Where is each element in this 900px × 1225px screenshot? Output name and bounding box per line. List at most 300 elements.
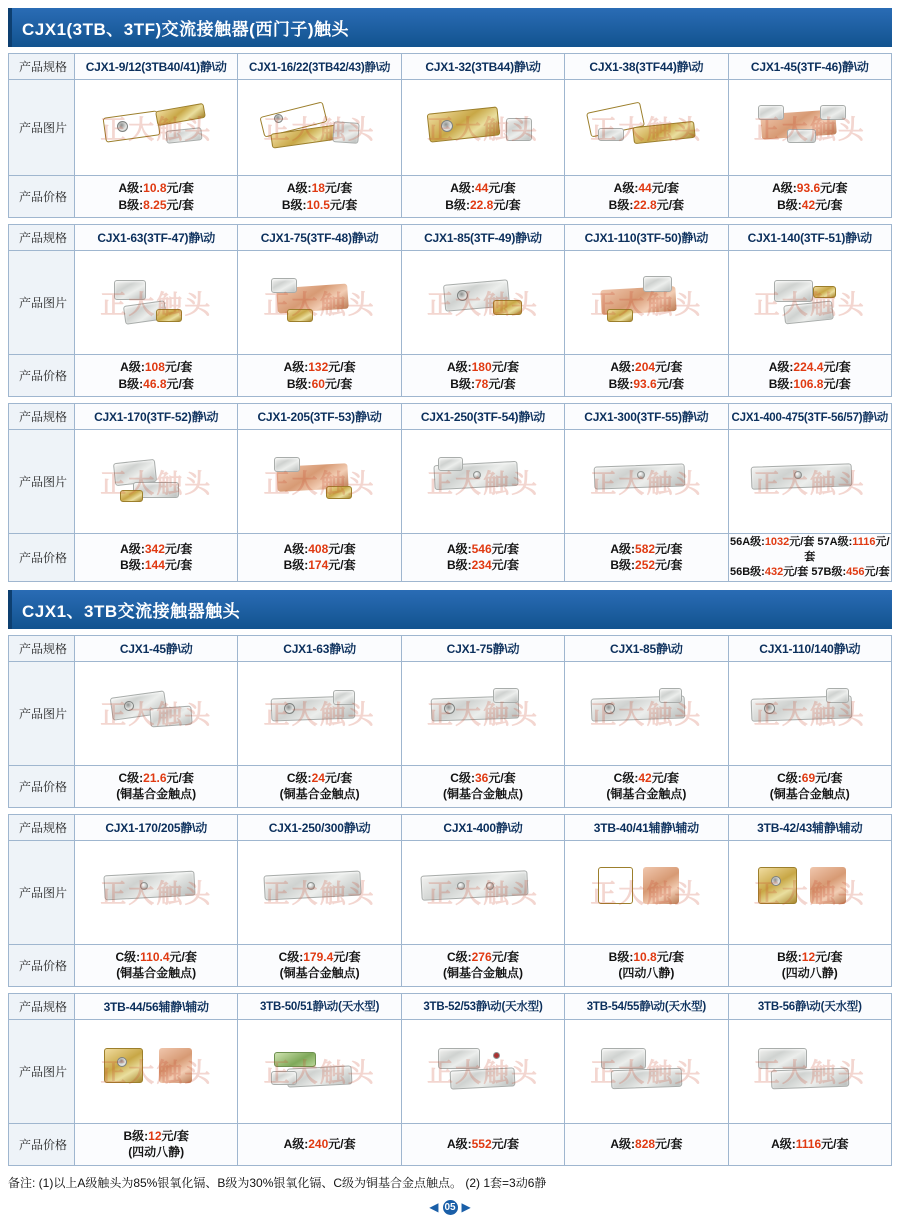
product-image — [75, 1019, 238, 1123]
spec-cell: CJX1-400静\动 — [401, 814, 564, 840]
price-value: 10.5 — [306, 197, 330, 212]
artwork-contact-silver — [565, 1020, 727, 1123]
price-unit: 元/套 — [655, 1136, 683, 1151]
price-cell — [728, 944, 891, 986]
right-marker: ▶ — [461, 1199, 471, 1214]
product-image — [401, 430, 564, 534]
price-cell — [75, 355, 238, 397]
watermark: 正大触头 — [100, 114, 213, 144]
price-value: 179.4 — [303, 949, 334, 964]
artwork-contact-green — [238, 1020, 400, 1123]
price-cell — [75, 534, 238, 582]
spec-cell: CJX1-300(3TF-55)静\动 — [565, 404, 728, 430]
row-label-picture: 产品图片 — [9, 661, 75, 765]
price-grade: B级: — [608, 197, 634, 212]
price-value: 828 — [635, 1136, 656, 1151]
price-note: (铜基合金触点) — [116, 787, 197, 802]
price-unit: 元/套 — [329, 197, 358, 212]
spec-cell: CJX1-75静\动 — [401, 635, 564, 661]
price-value: 432 — [764, 565, 784, 578]
price-grade: 56A级: — [729, 536, 765, 548]
price-note: (铜基合金触点) — [279, 966, 360, 981]
price-grade: 56B级: — [729, 565, 765, 578]
price-unit: 元/套 — [656, 376, 685, 391]
price-cell — [565, 765, 728, 807]
price-unit: 元/套 — [166, 181, 194, 196]
spec-cell: CJX1-400-475(3TF-56/57)静\动 — [728, 404, 891, 430]
price-grade: B级: — [281, 197, 307, 212]
price-cell — [728, 1123, 891, 1165]
price-value: 1116 — [795, 1136, 822, 1151]
watermark: 正大触头 — [590, 468, 703, 498]
spec-cell: CJX1-170/205静\动 — [75, 814, 238, 840]
product-image — [728, 251, 891, 355]
product-image — [238, 80, 401, 176]
price-value: 1032 — [764, 536, 790, 548]
table-row-spec — [9, 54, 892, 80]
price-cell — [401, 355, 564, 397]
price-grade: A级: — [610, 360, 636, 375]
price-unit: 元/套 — [656, 949, 685, 964]
artwork-contact-silver — [565, 430, 727, 533]
watermark: 正大触头 — [263, 699, 376, 730]
price-grade: B级: — [123, 1128, 149, 1143]
spec-cell: CJX1-250(3TF-54)静\动 — [401, 404, 564, 430]
price-cell — [238, 765, 401, 807]
product-image — [238, 430, 401, 534]
price-grade: B级: — [446, 558, 472, 573]
price-cell — [75, 176, 238, 218]
artwork-contact-brass — [75, 1020, 237, 1123]
product-image — [728, 840, 891, 944]
watermark: 正大触头 — [100, 468, 213, 498]
price-grade: B级: — [777, 949, 802, 964]
price-grade: B级: — [286, 376, 312, 391]
price-grade: B级: — [283, 558, 309, 573]
price-unit: 元/套 — [783, 565, 809, 578]
price-value: 552 — [471, 1136, 492, 1151]
artwork-contact-silver — [75, 662, 237, 765]
watermark: 正大触头 — [753, 699, 866, 730]
spec-cell: CJX1-16/22(3TB42/43)静\动 — [238, 54, 401, 80]
price-cell — [565, 355, 728, 397]
price-value: 106.8 — [793, 376, 824, 391]
product-table-1-3 — [8, 403, 892, 582]
price-value: 22.8 — [469, 197, 494, 212]
price-value: 180 — [471, 360, 492, 375]
price-unit: 元/套 — [820, 181, 848, 196]
product-image — [728, 661, 891, 765]
artwork-contact-brass — [402, 80, 564, 175]
price-grade: A级: — [446, 1136, 472, 1151]
spec-cell: CJX1-9/12(3TB40/41)静\动 — [75, 54, 238, 80]
price-unit: 元/套 — [821, 1136, 849, 1151]
price-grade: B级: — [610, 558, 636, 573]
price-grade: C级: — [115, 949, 141, 964]
price-cell — [238, 534, 401, 582]
artwork-contact-copper — [565, 251, 727, 354]
price-grade: B级: — [777, 197, 802, 212]
price-grade: B级: — [445, 197, 470, 212]
price-grade: A级: — [283, 542, 309, 557]
price-grade: B级: — [118, 197, 144, 212]
price-grade: A级: — [610, 542, 636, 557]
price-value: 12 — [801, 949, 816, 964]
table-row-price — [9, 176, 892, 218]
product-image — [565, 661, 728, 765]
price-unit: 元/套 — [164, 558, 193, 573]
price-unit: 元/套 — [864, 565, 890, 578]
price-value: 44 — [474, 181, 489, 196]
price-grade: A级: — [120, 360, 145, 375]
table-row-picture — [9, 80, 892, 176]
price-unit: 元/套 — [164, 542, 193, 557]
price-note: (四动八静) — [128, 1145, 185, 1160]
row-label-picture: 产品图片 — [9, 430, 75, 534]
row-label-price: 产品价格 — [9, 944, 75, 986]
price-grade: A级: — [771, 1136, 796, 1151]
price-cell — [565, 1123, 728, 1165]
artwork-contact-copper — [729, 80, 891, 175]
price-unit: 元/套 — [815, 197, 843, 212]
price-value: 132 — [308, 360, 329, 375]
price-value: 1116 — [852, 536, 876, 548]
watermark: 正大触头 — [590, 1057, 703, 1088]
product-image — [238, 1019, 401, 1123]
price-value: 108 — [144, 360, 165, 375]
price-cell — [238, 355, 401, 397]
product-image — [728, 1019, 891, 1123]
price-unit: 元/套 — [488, 181, 516, 196]
product-image — [728, 80, 891, 176]
price-unit: 元/套 — [493, 197, 521, 212]
price-value: 18 — [311, 181, 325, 196]
price-grade: C级: — [278, 949, 304, 964]
table-row-price — [9, 765, 892, 807]
watermark: 正大触头 — [590, 699, 703, 730]
row-label-spec: 产品规格 — [9, 54, 75, 80]
artwork-contact-silver — [402, 662, 564, 765]
watermark: 正大触头 — [426, 114, 539, 144]
price-value: 8.25 — [143, 197, 167, 212]
price-unit: 元/套 — [815, 770, 843, 785]
price-value: 60 — [311, 376, 325, 391]
watermark: 正大触头 — [100, 878, 213, 909]
watermark: 正大触头 — [100, 289, 213, 319]
row-label-spec: 产品规格 — [9, 635, 75, 661]
price-cell — [238, 1123, 401, 1165]
price-grade: B级: — [450, 376, 475, 391]
page-footer — [0, 1194, 900, 1225]
price-value: 174 — [308, 558, 329, 573]
price-grade: B级: — [608, 949, 634, 964]
price-note: (铜基合金触点) — [442, 787, 523, 802]
table-row-spec — [9, 993, 892, 1019]
price-note: (四动八静) — [618, 966, 675, 981]
price-grade: A级: — [613, 181, 639, 196]
price-unit: 元/套 — [488, 376, 516, 391]
price-unit: 元/套 — [324, 181, 353, 196]
price-cell — [728, 176, 891, 218]
watermark: 正大触头 — [263, 878, 376, 909]
watermark: 正大触头 — [100, 699, 213, 730]
watermark: 正大触头 — [753, 468, 866, 498]
table-row-picture — [9, 430, 892, 534]
price-note: (四动八静) — [781, 966, 838, 981]
price-note: (铜基合金触点) — [442, 966, 523, 981]
section-title-2: CJX1、3TB交流接触器触头 — [8, 590, 892, 629]
price-value: 276 — [471, 949, 492, 964]
row-label-picture: 产品图片 — [9, 80, 75, 176]
catalog-page — [0, 8, 900, 1225]
watermark: 正大触头 — [426, 878, 539, 909]
price-unit: 元/套 — [651, 770, 680, 785]
price-cell — [728, 355, 891, 397]
product-image — [565, 251, 728, 355]
price-unit: 元/套 — [328, 542, 356, 557]
price-grade: A级: — [283, 1136, 309, 1151]
spec-cell: 3TB-50/51静\动(天水型) — [238, 993, 401, 1019]
price-grade: A级: — [118, 181, 144, 196]
spec-cell: CJX1-32(3TB44)静\动 — [401, 54, 564, 80]
spec-cell: CJX1-140(3TF-51)静\动 — [728, 225, 891, 251]
page-number: 05 — [444, 1201, 456, 1213]
spec-cell: 3TB-44/56辅静\辅动 — [75, 993, 238, 1019]
price-unit: 元/套 — [491, 949, 519, 964]
spec-cell: CJX1-45(3TF-46)静\动 — [728, 54, 891, 80]
product-image — [401, 251, 564, 355]
watermark: 正大触头 — [100, 1057, 213, 1088]
artwork-contact-silver — [402, 251, 564, 354]
watermark: 正大触头 — [426, 289, 539, 319]
product-table-2-1 — [8, 635, 892, 808]
product-image — [565, 80, 728, 176]
price-value: 342 — [144, 542, 165, 557]
table-row-picture — [9, 661, 892, 765]
spec-cell: 3TB-42/43辅静\辅动 — [728, 814, 891, 840]
watermark: 正大触头 — [426, 1057, 539, 1088]
product-image — [75, 840, 238, 944]
price-unit: 元/套 — [324, 376, 353, 391]
watermark: 正大触头 — [590, 878, 703, 909]
table-row-price — [9, 355, 892, 397]
row-label-picture: 产品图片 — [9, 1019, 75, 1123]
price-unit: 元/套 — [166, 376, 194, 391]
product-image — [728, 430, 891, 534]
price-value: 69 — [801, 770, 816, 785]
price-cell — [401, 176, 564, 218]
artwork-contact-silver — [729, 662, 891, 765]
spec-cell: CJX1-170(3TF-52)静\动 — [75, 404, 238, 430]
table-row-price — [9, 1123, 892, 1165]
row-label-price: 产品价格 — [9, 355, 75, 397]
price-value: 44 — [638, 181, 652, 196]
price-grade: C级: — [118, 770, 144, 785]
left-marker: ◀ — [429, 1199, 439, 1214]
price-value: 46.8 — [143, 376, 167, 391]
product-image — [565, 1019, 728, 1123]
watermark: 正大触头 — [753, 289, 866, 319]
price-cell — [401, 765, 564, 807]
price-unit: 元/套 — [491, 360, 519, 375]
product-table-2-2 — [8, 814, 892, 987]
artwork-contact-silver — [238, 841, 400, 944]
product-image — [75, 661, 238, 765]
spec-cell: 3TB-54/55静\动(天水型) — [565, 993, 728, 1019]
price-unit: 元/套 — [491, 558, 519, 573]
price-cell — [75, 765, 238, 807]
price-unit: 元/套 — [804, 536, 890, 563]
price-unit: 元/套 — [166, 197, 194, 212]
price-grade: C级: — [286, 770, 312, 785]
watermark: 正大触头 — [263, 114, 376, 144]
artwork-contact-silver — [402, 430, 564, 533]
product-image — [238, 840, 401, 944]
price-note: (铜基合金触点) — [116, 966, 197, 981]
price-grade: 57A级: — [817, 536, 853, 548]
price-value: 582 — [635, 542, 656, 557]
price-value: 240 — [308, 1136, 329, 1151]
price-unit: 元/套 — [328, 360, 356, 375]
price-value: 408 — [308, 542, 329, 557]
row-label-price: 产品价格 — [9, 765, 75, 807]
watermark: 正大触头 — [753, 878, 866, 909]
price-value: 110.4 — [140, 949, 170, 964]
price-unit: 元/套 — [491, 542, 519, 557]
price-note: (铜基合金触点) — [606, 787, 687, 802]
row-label-picture: 产品图片 — [9, 840, 75, 944]
price-note: (铜基合金触点) — [279, 787, 360, 802]
spec-cell: 3TB-56静\动(天水型) — [728, 993, 891, 1019]
price-note: (铜基合金触点) — [769, 787, 850, 802]
price-grade: C级: — [450, 770, 475, 785]
table-row-spec — [9, 635, 892, 661]
price-cell — [565, 176, 728, 218]
price-unit: 元/套 — [823, 360, 851, 375]
price-cell — [401, 1123, 564, 1165]
artwork-contact-silver — [402, 1020, 564, 1123]
row-label-price: 产品价格 — [9, 1123, 75, 1165]
table-row-spec — [9, 225, 892, 251]
price-value: 21.6 — [143, 770, 167, 785]
product-image — [565, 430, 728, 534]
product-image — [75, 80, 238, 176]
artwork-contact-brass — [75, 80, 237, 175]
price-unit: 元/套 — [491, 1136, 519, 1151]
price-grade: B级: — [608, 376, 634, 391]
product-table-2-3 — [8, 993, 892, 1166]
price-unit: 元/套 — [328, 558, 356, 573]
table-row-spec — [9, 814, 892, 840]
spec-cell: CJX1-110(3TF-50)静\动 — [565, 225, 728, 251]
price-grade: A级: — [772, 181, 797, 196]
price-grade: A级: — [450, 181, 475, 196]
artwork-contact-brass — [565, 80, 727, 175]
watermark: 正大触头 — [263, 468, 376, 498]
watermark: 正大触头 — [753, 114, 866, 144]
watermark: 正大触头 — [426, 468, 539, 498]
spec-cell: CJX1-63静\动 — [238, 635, 401, 661]
product-image — [401, 661, 564, 765]
artwork-contact-silver — [238, 662, 400, 765]
artwork-contact-silver — [729, 430, 891, 533]
price-unit: 元/套 — [333, 949, 361, 964]
product-image — [238, 251, 401, 355]
row-label-spec: 产品规格 — [9, 404, 75, 430]
price-unit: 元/套 — [789, 536, 815, 548]
price-value: 10.8 — [143, 181, 167, 196]
price-unit: 元/套 — [169, 949, 197, 964]
spec-cell: CJX1-85静\动 — [565, 635, 728, 661]
spec-cell: CJX1-205(3TF-53)静\动 — [238, 404, 401, 430]
price-value: 42 — [638, 770, 652, 785]
price-grade: B级: — [120, 558, 145, 573]
price-value: 93.6 — [633, 376, 657, 391]
spec-cell: CJX1-75(3TF-48)静\动 — [238, 225, 401, 251]
spec-cell: CJX1-110/140静\动 — [728, 635, 891, 661]
price-grade: 57B级: — [811, 565, 847, 578]
spec-cell: CJX1-63(3TF-47)静\动 — [75, 225, 238, 251]
price-unit: 元/套 — [651, 181, 680, 196]
table-row-price — [9, 944, 892, 986]
price-unit: 元/套 — [655, 558, 683, 573]
price-grade: C级: — [446, 949, 472, 964]
price-cell — [401, 944, 564, 986]
price-value: 10.8 — [633, 949, 657, 964]
price-grade: A级: — [283, 360, 309, 375]
table-row-spec — [9, 404, 892, 430]
row-label-spec: 产品规格 — [9, 993, 75, 1019]
price-grade: C级: — [613, 770, 639, 785]
price-unit: 元/套 — [164, 360, 193, 375]
artwork-contact-silver — [75, 430, 237, 533]
artwork-contact-silver — [565, 662, 727, 765]
price-unit: 元/套 — [166, 770, 194, 785]
price-grade: A级: — [446, 542, 472, 557]
price-value: 144 — [144, 558, 165, 573]
section-title-1: CJX1(3TB、3TF)交流接触器(西门子)触头 — [8, 8, 892, 47]
artwork-contact-brass — [565, 841, 727, 944]
remark-text: 备注: (1)以上A级触头为85%银氧化镉、B级为30%银氧化镉、C级为铜基合金点触点。 (2) 1套=3动6静 — [8, 1175, 547, 1190]
product-image — [238, 661, 401, 765]
product-image — [75, 430, 238, 534]
price-grade: C级: — [777, 770, 802, 785]
price-value: 36 — [474, 770, 489, 785]
table-row-picture — [9, 251, 892, 355]
price-value: 546 — [471, 542, 492, 557]
price-cell — [728, 534, 891, 582]
row-label-spec: 产品规格 — [9, 225, 75, 251]
row-label-price: 产品价格 — [9, 176, 75, 218]
table-row-picture — [9, 1019, 892, 1123]
artwork-contact-copper — [238, 430, 400, 533]
price-value: 234 — [471, 558, 492, 573]
price-value: 224.4 — [793, 360, 824, 375]
price-unit: 元/套 — [161, 1128, 189, 1143]
price-cell — [728, 765, 891, 807]
artwork-contact-silver — [75, 251, 237, 354]
price-grade: B级: — [118, 376, 144, 391]
price-value: 42 — [801, 197, 816, 212]
spec-cell: CJX1-85(3TF-49)静\动 — [401, 225, 564, 251]
price-unit: 元/套 — [324, 770, 353, 785]
product-image — [565, 840, 728, 944]
artwork-contact-silver — [729, 1020, 891, 1123]
price-unit: 元/套 — [488, 770, 516, 785]
watermark: 正大触头 — [590, 289, 703, 319]
row-label-spec: 产品规格 — [9, 814, 75, 840]
price-unit: 元/套 — [656, 197, 685, 212]
